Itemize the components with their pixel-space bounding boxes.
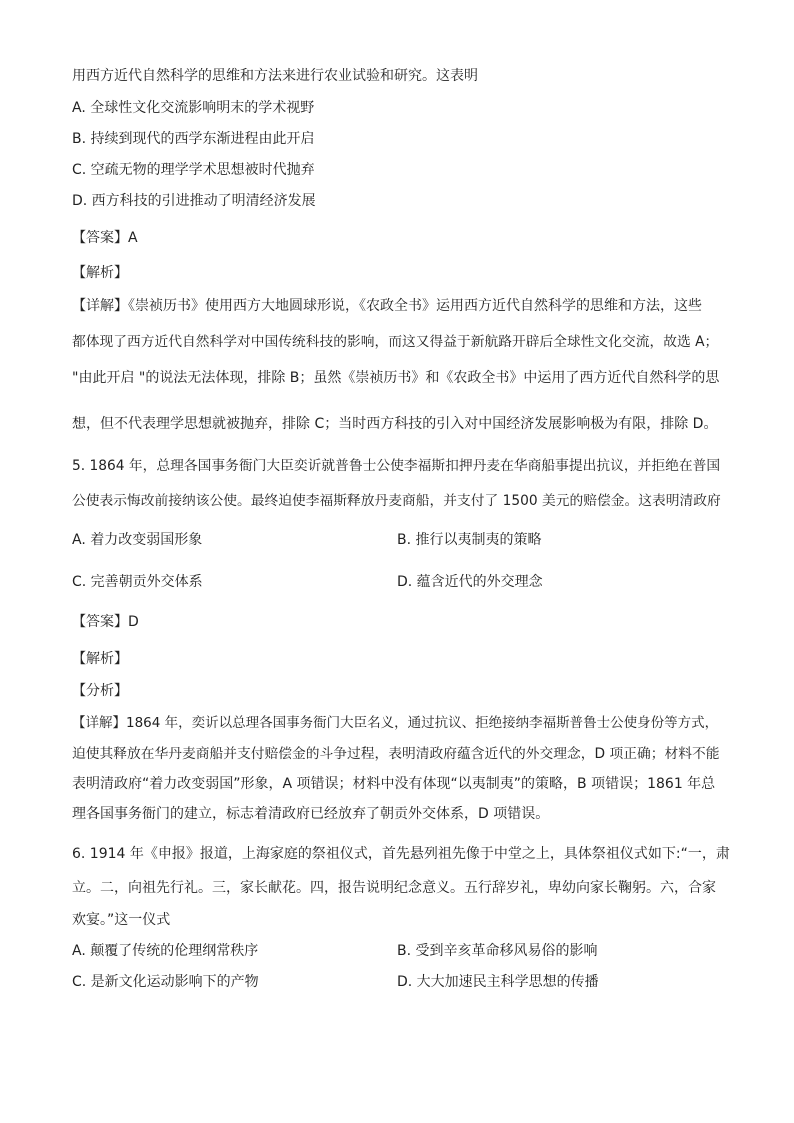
q5-detail-line-4: 理各国事务衙门的建立，标志着清政府已经放弃了朝贡外交体系，D 项错误。 <box>72 806 550 822</box>
q5-detail-line-2: 迫使其释放在华丹麦商船并支付赔偿金的斗争过程，表明清政府蕴含近代的外交理念，D 项正确；材料不能 <box>72 746 720 762</box>
q4-option-a: A. 全球性文化交流影响明末的学术视野 <box>72 100 315 116</box>
q6-stem-line-2: 立。二，向祖先行礼。三，家长献花。四，报告说明纪念意义。五行辞岁礼，卑幼向家长鞠躬。六，合家 <box>72 880 716 896</box>
q4-detail-line-1: 【详解】《崇祯历书》使用西方大地圆球形说，《农政全书》运用西方近代自然科学的思维和方法，这些 <box>72 298 702 314</box>
q5-stem-line-2: 公使表示悔改前接纳该公使。最终迫使李福斯释放丹麦商船，并支付了 1500 美元的赔偿金。这表明清政府 <box>72 493 721 509</box>
q5-option-c: C. 完善朝贡外交体系 <box>72 574 203 590</box>
q4-answer-label: 【答案】A <box>72 230 138 246</box>
q4-option-d: D. 西方科技的引进推动了明清经济发展 <box>72 193 316 209</box>
q5-detail-line-1: 【详解】1864 年，奕䜣以总理各国事务衙门大臣名义，通过抗议、拒绝接纳李福斯普鲁士公使身份等方式， <box>72 715 719 731</box>
q4-option-b: B. 持续到现代的西学东渐进程由此开启 <box>72 131 315 147</box>
q6-stem-line-1: 6. 1914 年《申报》报道，上海家庭的祭祖仪式，首先悬列祖先像于中堂之上，具体祭祖仪式如下:“一，肃 <box>72 846 730 862</box>
q6-option-a: A. 颠覆了传统的伦理纲常秩序 <box>72 943 259 959</box>
q4-option-c: C. 空疏无物的理学学术思想被时代抛弃 <box>72 162 315 178</box>
q5-option-a: A. 着力改变弱国形象 <box>72 532 203 548</box>
q4-stem-tail: 用西方近代自然科学的思维和方法来进行农业试验和研究。这表明 <box>72 68 478 84</box>
q5-answer-label: 【答案】D <box>72 614 139 630</box>
q6-option-d: D. 大大加速民主科学思想的传播 <box>397 974 599 990</box>
q5-fenxi-label: 【分析】 <box>72 683 128 699</box>
q5-stem-line-1: 5. 1864 年，总理各国事务衙门大臣奕䜣就普鲁士公使李福斯扣押丹麦在华商船事提出抗议，并拒绝在普国 <box>72 458 721 474</box>
q5-option-b: B. 推行以夷制夷的策略 <box>397 532 542 548</box>
q5-detail-line-3: 表明清政府“着力改变弱国”形象，A 项错误；材料中没有体现“以夷制夷”的策略，B 项错误；1861 年总 <box>72 776 716 792</box>
q4-detail-line-3: "由此开启 "的说法无法体现，排除 B；虽然《崇祯历书》和《农政全书》中运用了西方近代自然科学的思 <box>72 370 720 386</box>
q6-option-b: B. 受到辛亥革命移风易俗的影响 <box>397 943 598 959</box>
q4-detail-line-2: 都体现了西方近代自然科学对中国传统科技的影响，而这又得益于新航路开辟后全球性文化交流，故选 A； <box>72 334 719 350</box>
q5-option-d: D. 蕴含近代的外交理念 <box>397 574 543 590</box>
q6-stem-line-3: 欢宴。”这一仪式 <box>72 912 171 928</box>
q4-analysis-label: 【解析】 <box>72 265 128 281</box>
q5-analysis-label: 【解析】 <box>72 651 128 667</box>
q6-option-c: C. 是新文化运动影响下的产物 <box>72 974 259 990</box>
q4-detail-line-4: 想，但不代表理学思想就被抛弃，排除 C；当时西方科技的引入对中国经济发展影响极为有限，排除 D。 <box>72 416 718 432</box>
